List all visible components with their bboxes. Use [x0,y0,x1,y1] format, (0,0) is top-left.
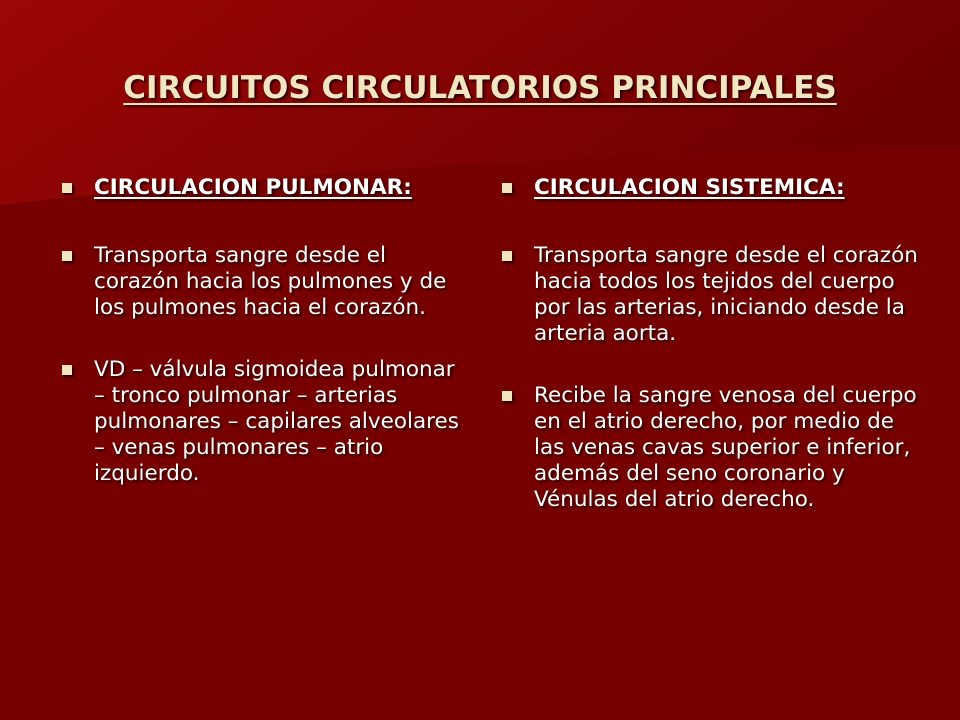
list-item [502,243,922,347]
square-bullet-icon [502,391,512,401]
square-bullet-icon [502,183,512,193]
square-bullet-icon [62,183,72,193]
column-pulmonary [62,175,462,523]
list-item [502,383,922,513]
heading-systemic [502,175,922,201]
item-text: Transporta sangre desde el corazón hacia los pulmones y de los pulmones hacia el corazón. [94,243,447,320]
square-bullet-icon [62,251,72,261]
item-text: Transporta sangre desde el corazón hacia todos los tejidos del cuerpo por las arterias, iniciando desde la arteria aorta. [534,243,918,346]
list-item [62,357,462,487]
heading-text: CIRCULACION SISTEMICA: [534,175,845,200]
square-bullet-icon [502,251,512,261]
slide-title: CIRCUITOS CIRCULATORIOS PRINCIPALES [123,70,837,106]
square-bullet-icon [62,365,72,375]
heading-text: CIRCULACION PULMONAR: [94,175,412,200]
list-item [62,243,462,321]
heading-pulmonary [62,175,462,201]
column-systemic [502,175,922,549]
item-text: Recibe la sangre venosa del cuerpo en el atrio derecho, por medio de las venas cavas superior e inferior, además del seno coronario y Vénulas del atrio derecho. [534,383,917,512]
item-text: VD – válvula sigmoidea pulmonar – tronco pulmonar – arterias pulmonares – capilares alveolares – venas pulmonares – atrio izquierdo. [94,357,459,486]
